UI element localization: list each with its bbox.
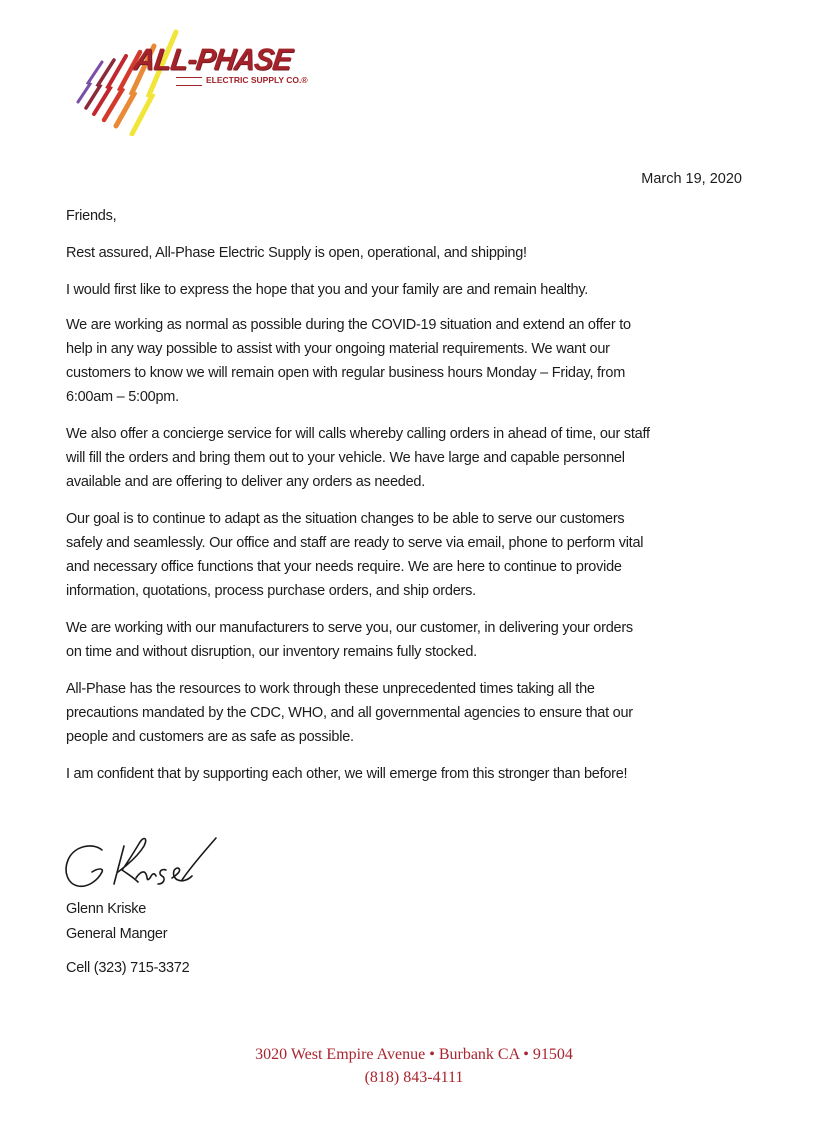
paragraph-line: I would first like to express the hope that you and your family are and remain healthy. bbox=[66, 282, 589, 298]
paragraph-line: 6:00am – 5:00pm. bbox=[66, 389, 179, 405]
salutation: Friends, bbox=[66, 208, 117, 224]
logo-subtitle: ELECTRIC SUPPLY CO.® bbox=[206, 75, 308, 85]
paragraph-line: information, quotations, process purchase orders, and ship orders. bbox=[66, 583, 476, 599]
paragraph-line: customers to know we will remain open with regular business hours Monday – Friday, from bbox=[66, 365, 626, 381]
paragraph-line: Our goal is to continue to adapt as the situation changes to be able to serve our customers bbox=[66, 511, 625, 527]
paragraph-line: We are working with our manufacturers to serve you, our customer, in delivering your orders bbox=[66, 620, 633, 636]
signer-name: Glenn Kriske bbox=[66, 901, 147, 917]
letter-date: March 19, 2020 bbox=[641, 171, 742, 187]
signer-cell-phone: Cell (323) 715-3372 bbox=[66, 960, 190, 976]
paragraph-line: available and are offering to deliver any orders as needed. bbox=[66, 474, 426, 490]
paragraph-line: will fill the orders and bring them out to your vehicle. We have large and capable personnel bbox=[66, 450, 625, 466]
logo-title: ALL-PHASE bbox=[131, 43, 294, 77]
paragraph-line: and necessary office functions that your needs require. We are here to continue to provide bbox=[66, 559, 622, 575]
paragraph-line: I am confident that by supporting each other, we will emerge from this stronger than before! bbox=[66, 766, 628, 782]
paragraph-line: on time and without disruption, our inventory remains fully stocked. bbox=[66, 644, 477, 660]
signer-title: General Manger bbox=[66, 926, 168, 942]
paragraph-line: people and customers are as safe as possible. bbox=[66, 729, 354, 745]
paragraph-line: All-Phase has the resources to work through these unprecedented times taking all the bbox=[66, 681, 595, 697]
handwritten-signature bbox=[62, 828, 222, 900]
footer-phone: (818) 843-4111 bbox=[364, 1069, 464, 1086]
company-logo bbox=[72, 24, 342, 136]
paragraph-line: precautions mandated by the CDC, WHO, and all governmental agencies to ensure that our bbox=[66, 705, 633, 721]
footer-address: 3020 West Empire Avenue • Burbank CA • 91504 bbox=[255, 1046, 573, 1063]
paragraph-line: We are working as normal as possible during the COVID-19 situation and extend an offer to bbox=[66, 317, 631, 333]
logo-emblem bbox=[176, 77, 202, 86]
paragraph-line: help in any way possible to assist with your ongoing material requirements. We want our bbox=[66, 341, 610, 357]
paragraph-line: safely and seamlessly. Our office and staff are ready to serve via email, phone to perform vital bbox=[66, 535, 644, 551]
paragraph-line: We also offer a concierge service for will calls whereby calling orders in ahead of time, our staff bbox=[66, 426, 650, 442]
paragraph-line: Rest assured, All-Phase Electric Supply is open, operational, and shipping! bbox=[66, 245, 527, 261]
